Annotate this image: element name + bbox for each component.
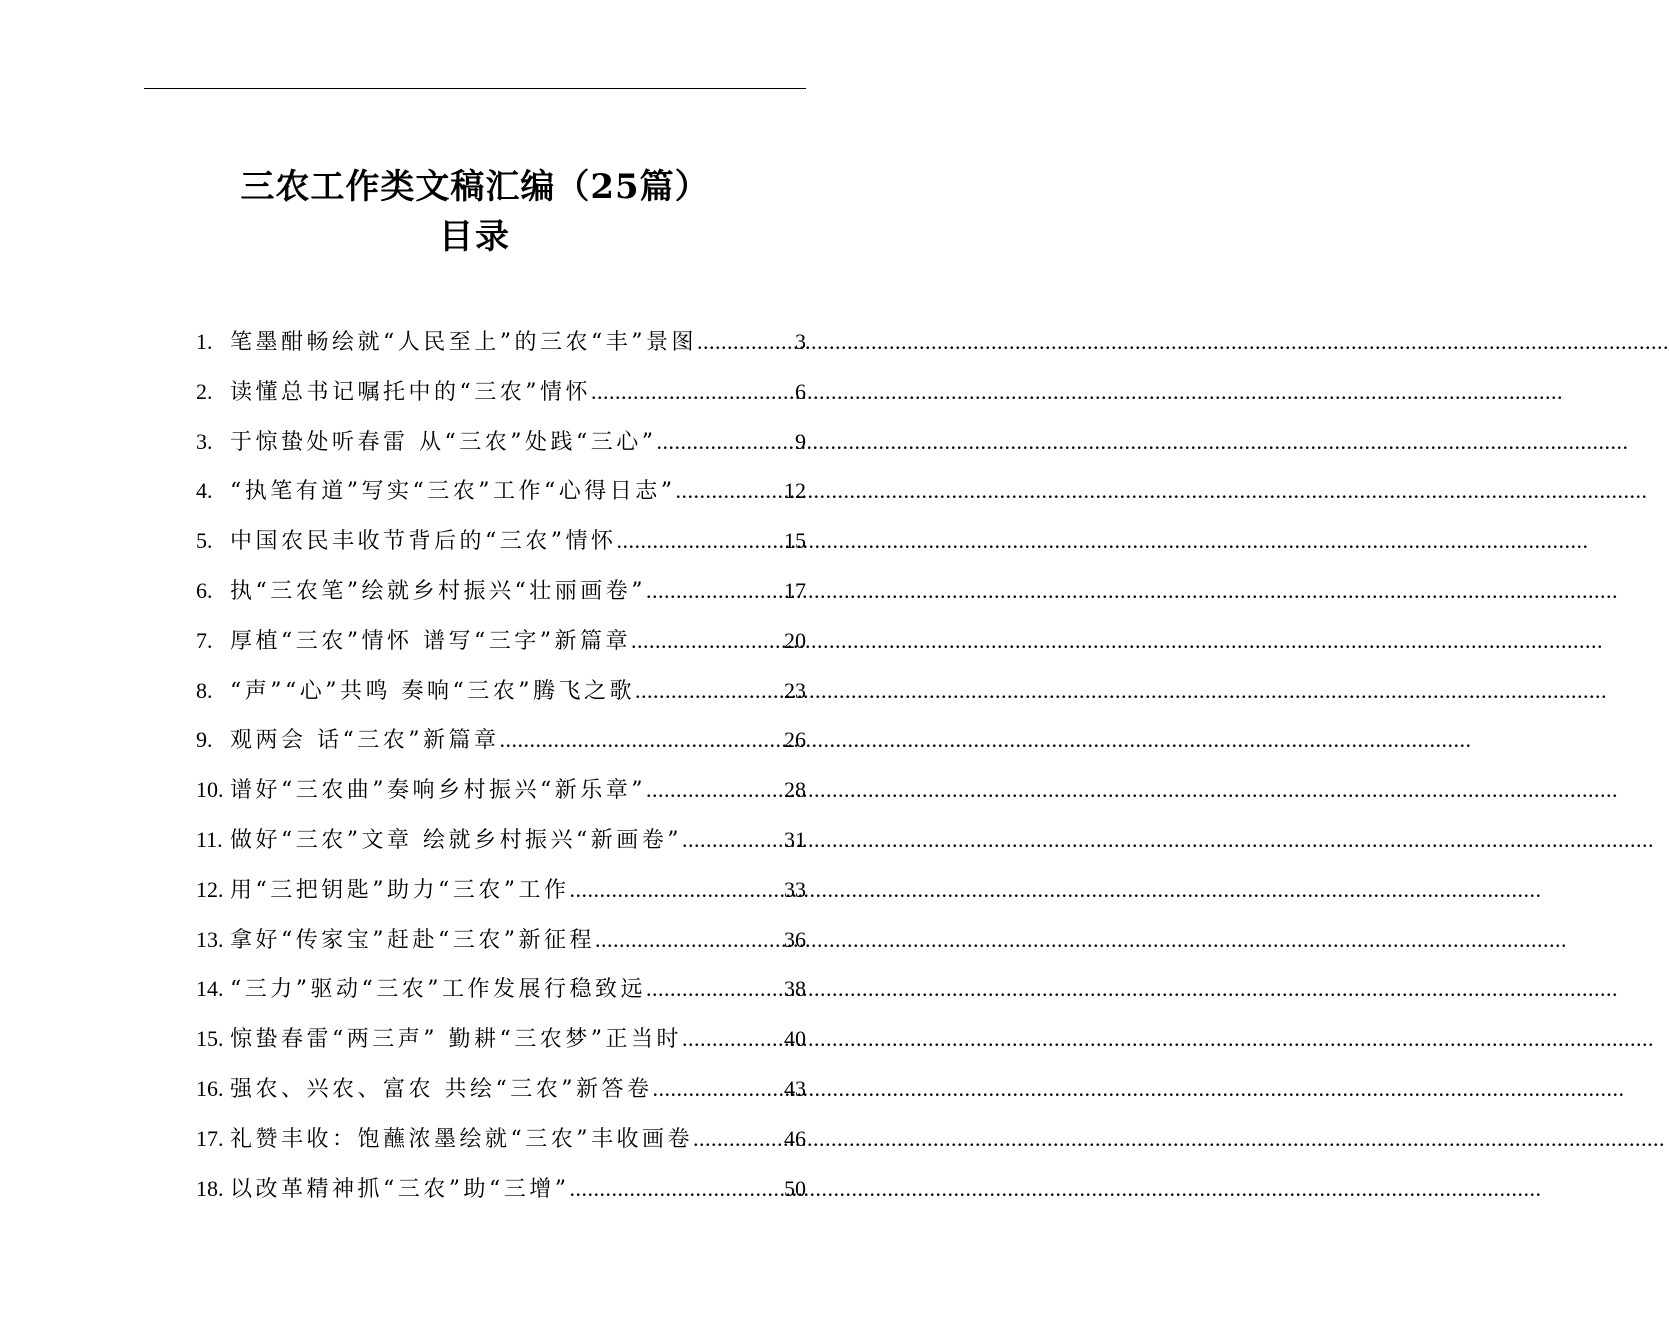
toc-entry-number: 1.	[196, 329, 213, 354]
toc-entry-title: 笔墨酣畅绘就“人民至上”的三农“丰”景图	[230, 330, 697, 355]
toc-dot-leader	[675, 466, 783, 516]
toc-entry-page: 36	[784, 926, 806, 952]
toc-entry[interactable]	[196, 666, 806, 716]
toc-entry-title: “声”“心”共鸣 奏响“三农”腾飞之歌	[230, 678, 635, 704]
toc-entry-title: 读懂总书记嘱托中的“三农”情怀	[230, 379, 591, 405]
toc-dot-leader	[570, 1164, 784, 1214]
toc-entry-page: 17	[784, 577, 806, 603]
toc-entry-title: 观两会 话“三农”新篇章	[230, 728, 500, 754]
toc-entry-number: 9.	[196, 727, 213, 753]
toc-entry-page: 15	[784, 528, 806, 554]
toc-entry-title: 厚植“三农”情怀 谱写“三字”新篇章	[230, 628, 631, 654]
toc-dot-leader	[591, 367, 794, 417]
toc-entry-title: “执笔有道”写实“三农”工作“心得日志”	[230, 479, 676, 505]
toc-entry[interactable]	[196, 466, 806, 516]
toc-entry-number: 13.	[196, 926, 224, 952]
toc-dot-leader	[656, 417, 794, 467]
toc-entry-number: 2.	[196, 378, 213, 404]
toc-entry[interactable]	[196, 317, 806, 367]
toc-entry[interactable]	[196, 367, 806, 417]
toc-entry-title: 做好“三农”文章 绘就乡村振兴“新画卷”	[230, 827, 682, 853]
toc-entry[interactable]	[196, 715, 806, 765]
toc-dot-leader	[646, 566, 783, 616]
toc-dot-leader	[646, 964, 783, 1014]
toc-entry-title: 执“三农笔”绘就乡村振兴“壮丽画卷”	[230, 578, 646, 604]
toc-entry-number: 11.	[196, 826, 223, 852]
table-of-contents	[196, 317, 806, 1213]
toc-entry[interactable]	[196, 865, 806, 915]
toc-entry-page: 31	[784, 826, 806, 852]
header-rule	[144, 88, 806, 89]
toc-entry-number: 4.	[196, 478, 213, 504]
toc-entry[interactable]	[196, 915, 806, 965]
toc-entry-page: 46	[784, 1125, 806, 1151]
toc-entry-page: 9	[795, 428, 806, 454]
toc-entry-page: 3	[795, 329, 806, 354]
toc-entry-page: 23	[784, 677, 806, 703]
toc-entry-page: 26	[784, 727, 806, 753]
document-title: 三农工作类文稿汇编（25篇）	[240, 167, 710, 207]
toc-entry-page: 38	[784, 976, 806, 1002]
toc-entry-title: 用“三把钥匙”助力“三农”工作	[230, 877, 570, 903]
toc-entry-title: 以改革精神抓“三农”助“三增”	[230, 1176, 570, 1202]
toc-entry-title: 中国农民丰收节背后的“三农”情怀	[230, 529, 617, 555]
toc-entry-number: 7.	[196, 627, 213, 653]
toc-entry-title: 强农、兴农、富农 共绘“三农”新答卷	[230, 1076, 653, 1102]
toc-entry-page: 50	[784, 1175, 806, 1201]
toc-dot-leader	[653, 1064, 784, 1114]
toc-dot-leader	[682, 815, 783, 865]
toc-entry-title: 于惊蛰处听春雷 从“三农”处践“三心”	[230, 429, 657, 455]
toc-entry[interactable]	[196, 815, 806, 865]
toc-entry[interactable]	[196, 964, 806, 1014]
toc-entry-number: 10.	[196, 777, 224, 803]
toc-entry-title: “三力”驱动“三农”工作发展行稳致远	[230, 977, 646, 1003]
toc-entry-number: 8.	[196, 677, 213, 703]
toc-entry-title: 礼赞丰收：饱蘸浓墨绘就“三农”丰收画卷	[230, 1126, 693, 1152]
toc-entry-page: 6	[795, 378, 806, 404]
toc-entry[interactable]	[196, 1164, 806, 1214]
toc-entry-title: 谱好“三农曲”奏响乡村振兴“新乐章”	[230, 778, 646, 804]
toc-entry-page: 12	[784, 478, 806, 504]
toc-entry[interactable]	[196, 1014, 806, 1064]
toc-entry-number: 16.	[196, 1075, 224, 1101]
toc-entry-title: 拿好“传家宝”赶赴“三农”新征程	[230, 927, 595, 953]
toc-entry-number: 12.	[196, 876, 224, 902]
toc-entry-title: 惊蛰春雷“两三声” 勤耕“三农梦”正当时	[230, 1027, 682, 1053]
toc-entry[interactable]	[196, 616, 806, 666]
toc-dot-leader	[617, 516, 784, 566]
toc-entry-number: 5.	[196, 528, 213, 554]
toc-dot-leader	[595, 915, 783, 965]
toc-dot-leader	[570, 865, 784, 915]
toc-entry-number: 17.	[196, 1125, 224, 1151]
toc-dot-leader	[646, 765, 783, 815]
toc-entry-page: 40	[784, 1026, 806, 1052]
toc-entry-page: 28	[784, 777, 806, 803]
toc-entry-number: 18.	[196, 1175, 224, 1201]
toc-entry[interactable]	[196, 566, 806, 616]
toc-entry[interactable]	[196, 1064, 806, 1114]
toc-dot-leader	[697, 317, 794, 367]
toc-entry[interactable]	[196, 417, 806, 467]
toc-dot-leader	[693, 1114, 783, 1164]
toc-heading: 目录	[439, 217, 511, 257]
toc-entry-number: 3.	[196, 428, 213, 454]
toc-dot-leader	[635, 666, 783, 716]
toc-entry-number: 6.	[196, 577, 213, 603]
toc-entry-number: 15.	[196, 1026, 224, 1052]
toc-entry-page: 43	[784, 1075, 806, 1101]
toc-dot-leader	[631, 616, 783, 666]
toc-entry-page: 33	[784, 876, 806, 902]
toc-dot-leader	[682, 1014, 783, 1064]
toc-dot-leader	[500, 715, 784, 765]
toc-entry-number: 14.	[196, 976, 224, 1002]
toc-entry[interactable]	[196, 765, 806, 815]
toc-entry[interactable]	[196, 516, 806, 566]
toc-entry[interactable]	[196, 1114, 806, 1164]
toc-entry-page: 20	[784, 627, 806, 653]
